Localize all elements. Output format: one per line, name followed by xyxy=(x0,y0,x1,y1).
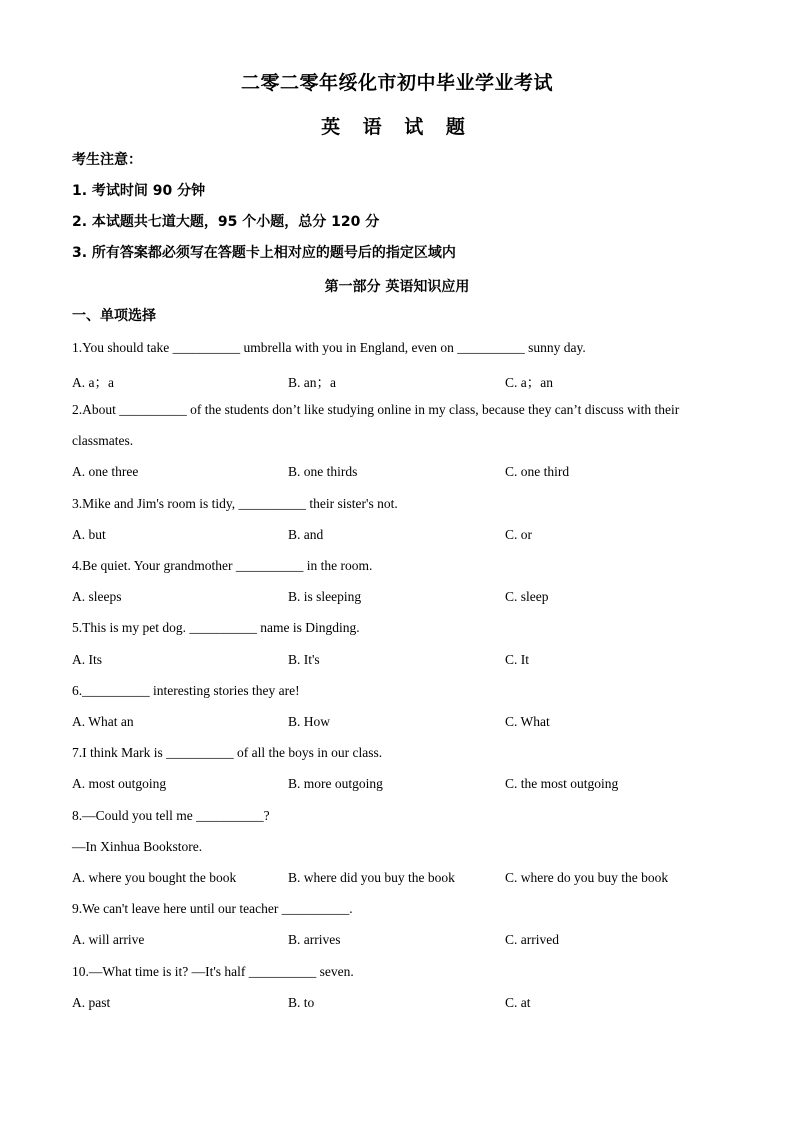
question-9-stem: 9.We can't leave here until our teacher __________. xyxy=(72,901,353,916)
notice-item-1: 1. 考试时间 90 分钟 xyxy=(72,183,206,199)
question-8-option-c: C. where do you buy the book xyxy=(505,870,669,885)
question-7-option-c: C. the most outgoing xyxy=(505,776,619,791)
question-8-stem-cont: —In Xinhua Bookstore. xyxy=(72,839,203,854)
question-3-option-c: C. or xyxy=(505,527,532,542)
question-10-stem: 10.—What time is it? —It's half __________ seven. xyxy=(72,964,354,979)
question-6-option-b: B. How xyxy=(288,714,331,729)
question-7-option-b: B. more outgoing xyxy=(288,776,383,791)
question-9-option-b: B. arrives xyxy=(288,932,341,947)
question-3-option-a: A. but xyxy=(72,527,106,542)
question-3-option-b: B. and xyxy=(288,527,324,542)
notice-item-2: 2. 本试题共七道大题，95 个小题，总分 120 分 xyxy=(72,214,380,230)
section-heading: 一、单项选择 xyxy=(72,308,156,324)
question-8-stem: 8.—Could you tell me __________? xyxy=(72,808,270,823)
question-1-option-c: C. a；an xyxy=(505,375,553,390)
question-4-stem: 4.Be quiet. Your grandmother __________ in the room. xyxy=(72,558,373,573)
question-10-option-b: B. to xyxy=(288,995,315,1010)
question-7-option-a: A. most outgoing xyxy=(72,776,167,791)
question-2-option-b: B. one thirds xyxy=(288,464,358,479)
question-4-option-c: C. sleep xyxy=(505,589,549,604)
question-4-option-b: B. is sleeping xyxy=(288,589,362,604)
question-10-option-a: A. past xyxy=(72,995,111,1010)
question-1-stem: 1.You should take __________ umbrella with you in England, even on __________ sunny day. xyxy=(72,340,586,355)
question-9-option-c: C. arrived xyxy=(505,932,559,947)
question-5-option-b: B. It's xyxy=(288,652,320,667)
question-3-stem: 3.Mike and Jim's room is tidy, __________ their sister's not. xyxy=(72,496,398,511)
question-9-option-a: A. will arrive xyxy=(72,932,145,947)
notice-heading: 考生注意： xyxy=(72,152,142,168)
question-1-option-b: B. an；a xyxy=(288,375,336,390)
question-1-option-a: A. a；a xyxy=(72,375,114,390)
question-8-option-a: A. where you bought the book xyxy=(72,870,237,885)
question-6-stem: 6.__________ interesting stories they are! xyxy=(72,683,300,698)
question-5-option-c: C. It xyxy=(505,652,530,667)
question-2-option-c: C. one third xyxy=(505,464,570,479)
exam-subtitle: 英 语 试 题 xyxy=(321,116,473,138)
question-4-option-a: A. sleeps xyxy=(72,589,122,604)
question-2-option-a: A. one three xyxy=(72,464,139,479)
question-5-option-a: A. Its xyxy=(72,652,102,667)
question-5-stem: 5.This is my pet dog. __________ name is Dingding. xyxy=(72,620,360,635)
question-6-option-c: C. What xyxy=(505,714,550,729)
question-7-stem: 7.I think Mark is __________ of all the boys in our class. xyxy=(72,745,383,760)
question-10-option-c: C. at xyxy=(505,995,531,1010)
question-8-option-b: B. where did you buy the book xyxy=(288,870,455,885)
part-heading: 第一部分 英语知识应用 xyxy=(324,279,470,295)
question-2-stem-cont: classmates. xyxy=(72,433,134,448)
exam-title: 二零二零年绥化市初中毕业学业考试 xyxy=(240,72,553,94)
question-2-stem: 2.About __________ of the students don’t like studying online in my class, because they can’t discuss with their xyxy=(72,402,680,417)
notice-item-3: 3. 所有答案都必须写在答题卡上相对应的题号后的指定区域内 xyxy=(72,245,456,261)
question-6-option-a: A. What an xyxy=(72,714,134,729)
